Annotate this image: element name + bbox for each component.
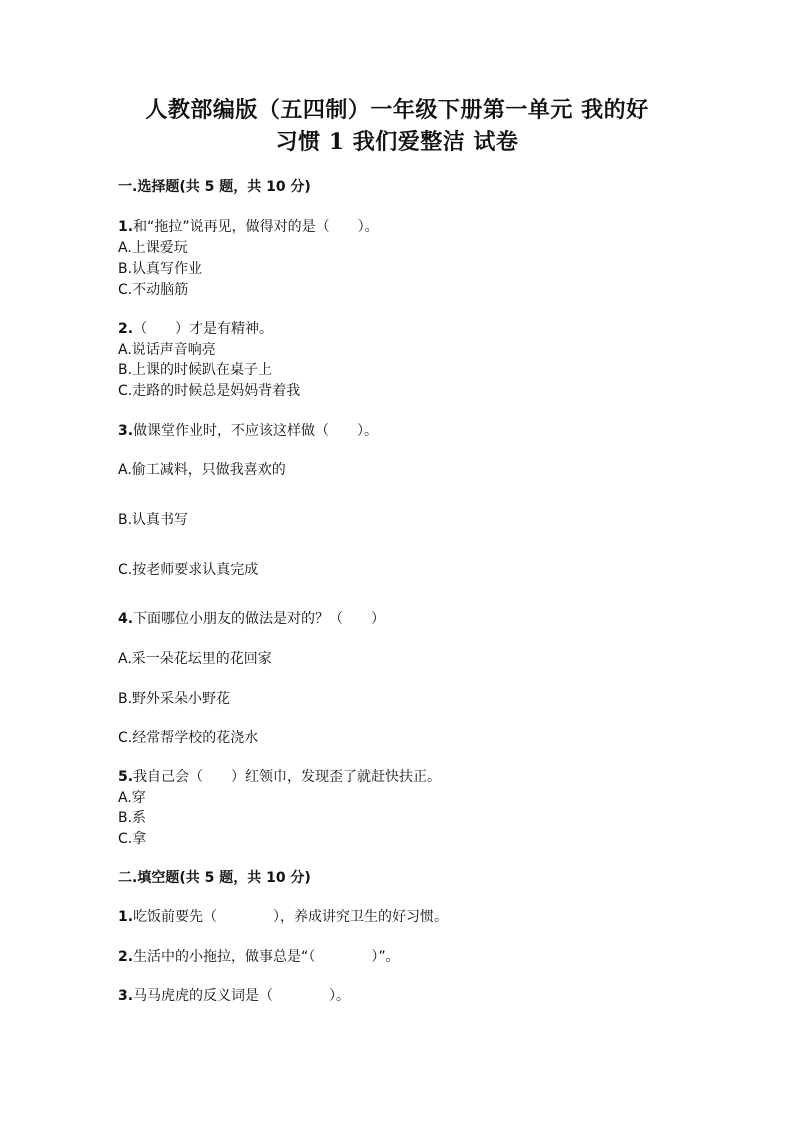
- question-stem: 下面哪位小朋友的做法是对的？（ ）: [133, 611, 386, 627]
- question-stem: 马马虎虎的反义词是（ ）。: [133, 988, 351, 1004]
- question-stem: 吃饭前要先（ ），养成讲究卫生的好习惯。: [133, 909, 449, 925]
- question-stem: 做课堂作业时，不应该这样做（ ）。: [133, 423, 379, 439]
- option-2b: B.上课的时候趴在桌子上: [118, 362, 273, 378]
- question-1: [118, 217, 379, 237]
- option-1c: C.不动脑筋: [118, 282, 189, 298]
- question-stem: 生活中的小拖拉，做事总是“（ ）”。: [133, 949, 400, 965]
- option-5a: A.穿: [118, 790, 146, 806]
- option-4c: C.经常帮学校的花浇水: [118, 730, 259, 746]
- fill-question-1: [118, 907, 448, 927]
- question-number: 1.: [118, 219, 134, 235]
- question-4: [118, 609, 385, 629]
- option-5b: B.系: [118, 810, 147, 826]
- question-number: 5.: [118, 769, 134, 785]
- option-4a: A.采一朵花坛里的花回家: [118, 651, 272, 667]
- title-line-2: 习惯 1 我们爱整洁 试卷: [275, 129, 519, 155]
- title-line-1: 人教部编版（五四制）一年级下册第一单元 我的好: [145, 97, 649, 123]
- question-stem: 我自己会（ ）红领巾，发现歪了就赶快扶正。: [133, 769, 442, 785]
- option-3c: C.按老师要求认真完成: [118, 562, 259, 578]
- question-number: 2.: [118, 949, 134, 965]
- section-heading-choice: 一.选择题(共 5 题，共 10 分): [118, 179, 311, 195]
- question-5: [118, 767, 441, 787]
- option-4b: B.野外采朵小野花: [118, 691, 231, 707]
- option-1b: B.认真写作业: [118, 261, 203, 277]
- fill-question-3: [118, 986, 350, 1006]
- section-heading-fill: 二.填空题(共 5 题，共 10 分): [118, 870, 311, 886]
- question-number: 2.: [118, 321, 134, 337]
- question-2: [118, 319, 273, 339]
- question-number: 1.: [118, 909, 134, 925]
- option-1a: A.上课爱玩: [118, 240, 188, 256]
- question-3: [118, 421, 378, 441]
- page-title: [0, 94, 794, 158]
- question-stem: （ ）才是有精神。: [133, 321, 274, 337]
- question-stem: 和“拖拉”说再见，做得对的是（ ）。: [133, 219, 379, 235]
- option-3b: B.认真书写: [118, 512, 189, 528]
- fill-question-2: [118, 947, 400, 967]
- question-number: 4.: [118, 611, 134, 627]
- option-5c: C.拿: [118, 831, 147, 847]
- option-3a: A.偷工减料，只做我喜欢的: [118, 462, 286, 478]
- question-number: 3.: [118, 423, 134, 439]
- option-2c: C.走路的时候总是妈妈背着我: [118, 383, 301, 399]
- option-2a: A.说话声音响亮: [118, 342, 216, 358]
- question-number: 3.: [118, 988, 134, 1004]
